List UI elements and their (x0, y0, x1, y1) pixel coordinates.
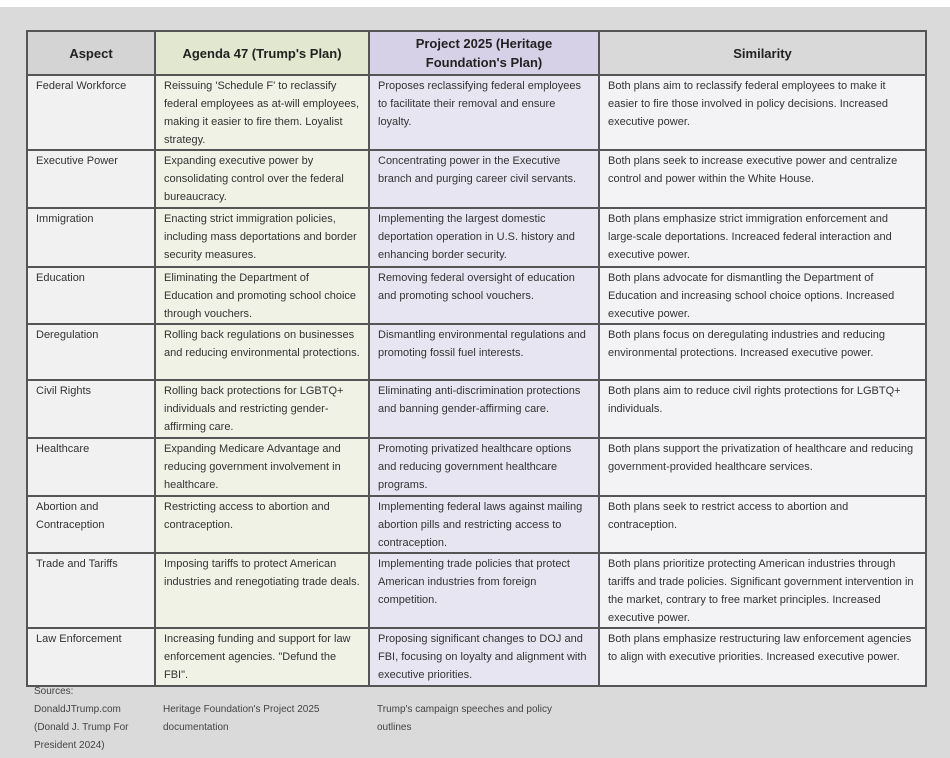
comparison-table (26, 30, 927, 687)
cell-similarity: Both plans seek to increase executive power and centralize control and power within the White House. (599, 150, 926, 208)
table-row (27, 380, 926, 438)
sources-label: Sources: (34, 686, 74, 697)
cell-project: Concentrating power in the Executive branch and purging career civil servants. (369, 150, 599, 208)
cell-project: Proposing significant changes to DOJ and FBI, focusing on loyalty and alignment with executive priorities. (369, 628, 599, 686)
cell-aspect: Law Enforcement (27, 628, 155, 686)
cell-aspect: Abortion and Contraception (27, 496, 155, 553)
cell-aspect: Deregulation (27, 324, 155, 380)
cell-similarity: Both plans aim to reduce civil rights protections for LGBTQ+ individuals. (599, 380, 926, 438)
cell-agenda: Expanding executive power by consolidating control over the federal bureaucracy. (155, 150, 369, 208)
cell-project: Implementing the largest domestic deportation operation in U.S. history and enhancing border security. (369, 208, 599, 267)
header-row (27, 31, 926, 75)
cell-similarity: Both plans emphasize restructuring law enforcement agencies to align with executive priorities. Increased executive power. (599, 628, 926, 686)
cell-aspect: Immigration (27, 208, 155, 267)
cell-similarity: Both plans seek to restrict access to abortion and contraception. (599, 496, 926, 553)
source-item-trump-site: DonaldJTrump.com (Donald J. Trump For President 2024) (34, 704, 129, 751)
cell-agenda: Expanding Medicare Advantage and reducing government involvement in healthcare. (155, 438, 369, 496)
cell-similarity: Both plans support the privatization of healthcare and reducing government-provided healthcare services. (599, 438, 926, 496)
table-row (27, 628, 926, 686)
cell-project: Promoting privatized healthcare options and reducing government healthcare programs. (369, 438, 599, 496)
table-row (27, 150, 926, 208)
cell-similarity: Both plans aim to reclassify federal employees to make it easier to fire those involved in policy decisions. Increased executive power. (599, 75, 926, 150)
header-similarity: Similarity (599, 31, 926, 75)
cell-agenda: Rolling back regulations on businesses and reducing environmental protections. (155, 324, 369, 380)
table-row (27, 553, 926, 628)
cell-project: Dismantling environmental regulations and promoting fossil fuel interests. (369, 324, 599, 380)
cell-aspect: Education (27, 267, 155, 324)
table-row (27, 267, 926, 324)
cell-similarity: Both plans focus on deregulating industries and reducing environmental protections. Increased executive power. (599, 324, 926, 380)
cell-project: Implementing trade policies that protect American industries from foreign competition. (369, 553, 599, 628)
table-row (27, 75, 926, 150)
cell-agenda: Reissuing 'Schedule F' to reclassify federal employees as at-will employees, making it easier to fire them. Loyalist strategy. (155, 75, 369, 150)
cell-project: Proposes reclassifying federal employees to facilitate their removal and ensure loyalty. (369, 75, 599, 150)
cell-project: Removing federal oversight of education and promoting school vouchers. (369, 267, 599, 324)
cell-aspect: Federal Workforce (27, 75, 155, 150)
cell-agenda: Restricting access to abortion and contraception. (155, 496, 369, 553)
source-item-campaign-speeches: Trump's campaign speeches and policy outlines (377, 704, 552, 733)
cell-agenda: Eliminating the Department of Education and promoting school choice through vouchers. (155, 267, 369, 324)
header-project-2025: Project 2025 (Heritage Foundation's Plan) (369, 31, 599, 75)
cell-aspect: Trade and Tariffs (27, 553, 155, 628)
cell-similarity: Both plans emphasize strict immigration enforcement and large-scale deportations. Increaced federal interaction and executive power. (599, 208, 926, 267)
cell-agenda: Increasing funding and support for law enforcement agencies. "Defund the FBI". (155, 628, 369, 686)
table-row (27, 438, 926, 496)
cell-aspect: Civil Rights (27, 380, 155, 438)
cell-aspect: Healthcare (27, 438, 155, 496)
cell-project: Eliminating anti-discrimination protections and banning gender-affirming care. (369, 380, 599, 438)
cell-similarity: Both plans advocate for dismantling the Department of Education and increasing school choice options. Increased executive power. (599, 267, 926, 324)
cell-aspect: Executive Power (27, 150, 155, 208)
header-aspect: Aspect (27, 31, 155, 75)
header-agenda-47: Agenda 47 (Trump's Plan) (155, 31, 369, 75)
cell-agenda: Enacting strict immigration policies, including mass deportations and border security measures. (155, 208, 369, 267)
source-item-heritage: Heritage Foundation's Project 2025 documentation (163, 704, 320, 733)
cell-agenda: Rolling back protections for LGBTQ+ individuals and restricting gender-affirming care. (155, 380, 369, 438)
table-row (27, 208, 926, 267)
cell-similarity: Both plans prioritize protecting American industries through tariffs and trade policies. Significant government intervention in the market, contrary to free market principles. Increased executive power. (599, 553, 926, 628)
table-row (27, 496, 926, 553)
top-strip (0, 0, 950, 7)
cell-project: Implementing federal laws against mailing abortion pills and restricting access to contraception. (369, 496, 599, 553)
cell-agenda: Imposing tariffs to protect American industries and renegotiating trade deals. (155, 553, 369, 628)
table-row (27, 324, 926, 380)
